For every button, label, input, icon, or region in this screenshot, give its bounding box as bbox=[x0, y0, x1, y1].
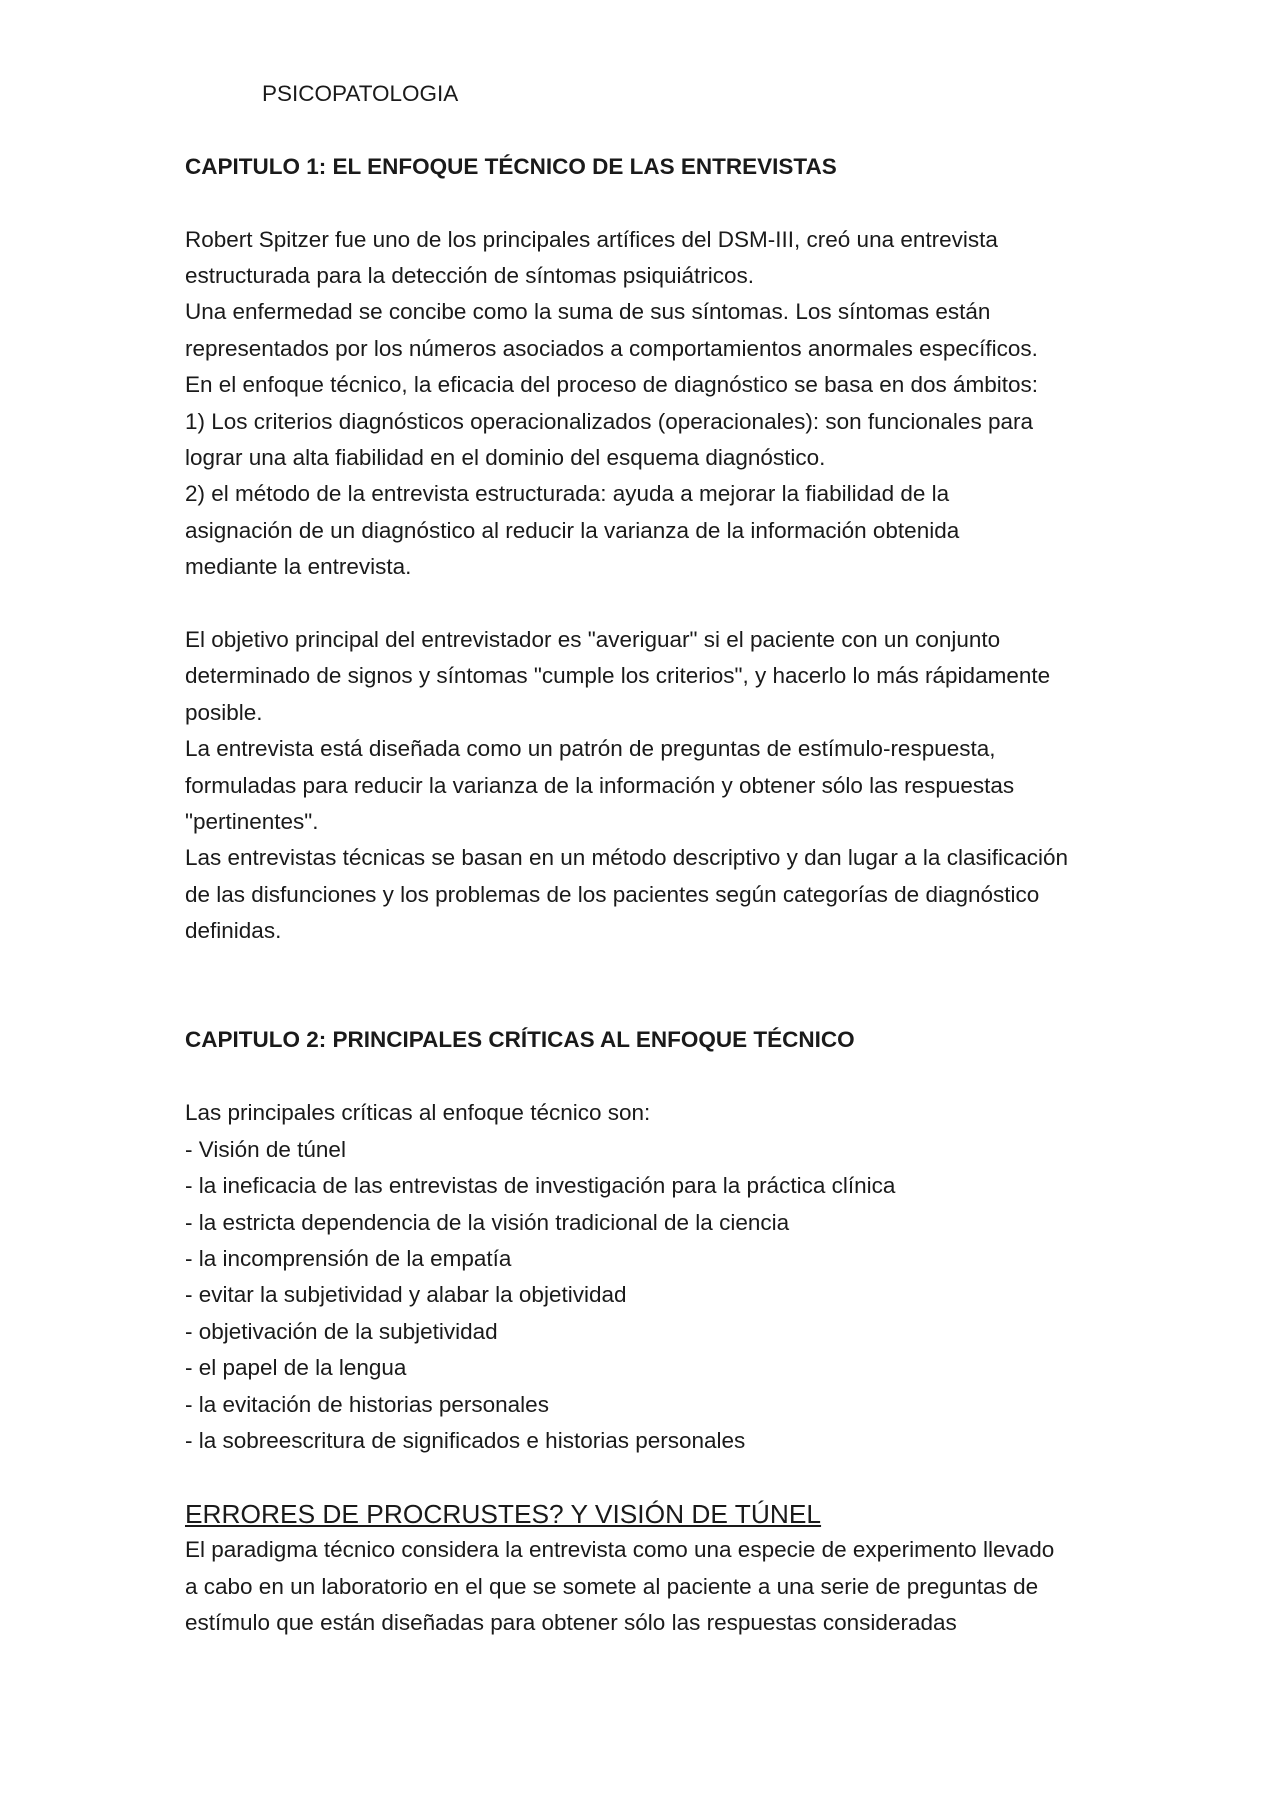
text-line: En el enfoque técnico, la eficacia del proceso de diagnóstico se basa en dos ámbitos: bbox=[185, 372, 1039, 398]
text-line: Robert Spitzer fue uno de los principales artífices del DSM-III, creó una entrevista bbox=[185, 226, 998, 252]
list-item: - la ineficacia de las entrevistas de investigación para la práctica clínica bbox=[185, 1173, 896, 1199]
text-line: representados por los números asociados a comportamientos anormales específicos. bbox=[185, 335, 1038, 361]
spacer bbox=[185, 1059, 1120, 1095]
list-item: - el papel de la lengua bbox=[185, 1355, 407, 1381]
text-line: La entrevista está diseñada como un patrón de preguntas de estímulo-respuesta, bbox=[185, 736, 996, 762]
list-item: - la sobreescritura de significados e historias personales bbox=[185, 1427, 746, 1453]
text-line: 1) Los criterios diagnósticos operacionalizados (operacionales): son funcionales para bbox=[185, 408, 1033, 434]
text-line: a cabo en un laboratorio en el que se somete al paciente a una serie de preguntas de bbox=[185, 1573, 1039, 1599]
document-title: PSICOPATOLOGIA bbox=[262, 81, 459, 106]
chapter-1-paragraph-2 bbox=[185, 622, 1120, 950]
text-line: mediante la entrevista. bbox=[185, 554, 412, 580]
text-line: El objetivo principal del entrevistador es "averiguar" si el paciente con un conjunto bbox=[185, 627, 1001, 653]
spacer bbox=[185, 185, 1120, 221]
spacer bbox=[185, 112, 1120, 148]
text-line: "pertinentes". bbox=[185, 809, 319, 835]
text-line: 2) el método de la entrevista estructurada: ayuda a mejorar la fiabilidad de la bbox=[185, 481, 950, 507]
chapter-1-heading: CAPITULO 1: EL ENFOQUE TÉCNICO DE LAS ENTREVISTAS bbox=[185, 153, 837, 179]
text-line: El paradigma técnico considera la entrevista como una especie de experimento llevado bbox=[185, 1537, 1055, 1563]
procrustes-subheading: ERRORES DE PROCRUSTES? Y VISIÓN DE TÚNEL bbox=[185, 1498, 822, 1529]
spacer bbox=[185, 986, 1120, 1022]
criticism-list bbox=[185, 1132, 1120, 1460]
chapter-1-paragraph-1 bbox=[185, 222, 1120, 586]
list-item: - objetivación de la subjetividad bbox=[185, 1318, 498, 1344]
list-item: - la incomprensión de la empatía bbox=[185, 1245, 512, 1271]
chapter-2-heading: CAPITULO 2: PRINCIPALES CRÍTICAS AL ENFOQUE TÉCNICO bbox=[185, 1027, 855, 1053]
text-line: Una enfermedad se concibe como la suma de sus síntomas. Los síntomas están bbox=[185, 299, 991, 325]
list-item: - Visión de túnel bbox=[185, 1136, 346, 1162]
text-line: definidas. bbox=[185, 918, 282, 944]
text-line: estructurada para la detección de síntomas psiquiátricos. bbox=[185, 263, 755, 288]
text-line: formuladas para reducir la varianza de la información y obtener sólo las respuestas bbox=[185, 772, 1015, 798]
text-line: lograr una alta fiabilidad en el dominio del esquema diagnóstico. bbox=[185, 445, 826, 471]
spacer bbox=[185, 950, 1120, 986]
text-line: asignación de un diagnóstico al reducir la varianza de la información obtenida bbox=[185, 517, 960, 543]
chapter-2-paragraph bbox=[185, 1532, 1120, 1641]
document-body bbox=[185, 76, 1120, 1641]
list-item: - evitar la subjetividad y alabar la objetividad bbox=[185, 1282, 627, 1308]
chapter-2-intro: Las principales críticas al enfoque técnico son: bbox=[185, 1100, 651, 1126]
text-line: estímulo que están diseñadas para obtener sólo las respuestas consideradas bbox=[185, 1609, 957, 1635]
text-line: determinado de signos y síntomas "cumple los criterios", y hacerlo lo más rápidamente bbox=[185, 663, 1051, 689]
list-item: - la estricta dependencia de la visión tradicional de la ciencia bbox=[185, 1209, 790, 1235]
spacer bbox=[185, 586, 1120, 622]
spacer bbox=[185, 1459, 1120, 1495]
text-line: posible. bbox=[185, 699, 263, 725]
text-line: Las entrevistas técnicas se basan en un método descriptivo y dan lugar a la clasificación bbox=[185, 845, 1068, 871]
list-item: - la evitación de historias personales bbox=[185, 1391, 549, 1417]
text-line: de las disfunciones y los problemas de los pacientes según categorías de diagnóstico bbox=[185, 881, 1040, 907]
